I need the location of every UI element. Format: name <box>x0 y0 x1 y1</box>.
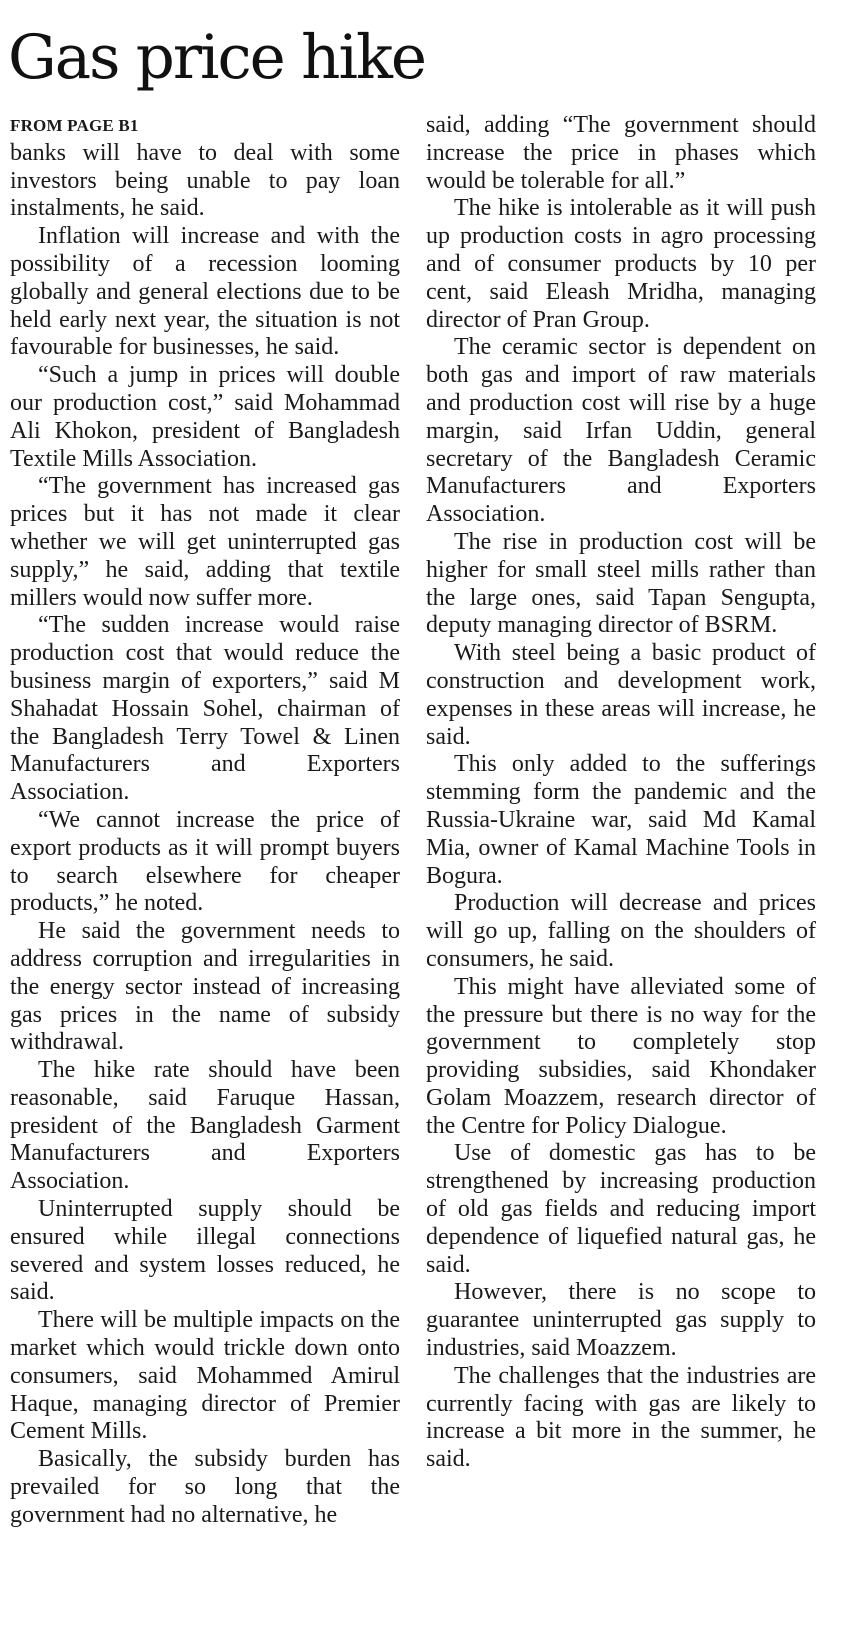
paragraph: The challenges that the industries are currently facing with gas are likely to increase a bit more in the summer, he said. <box>426 1362 816 1473</box>
paragraph: “The sudden increase would raise production cost that would reduce the business margin of exporters,” said M Shahadat Hossain Sohel, chairman of the Bangladesh Terry Towel & Linen Manufacturers and Exporters Association. <box>10 612 400 806</box>
paragraph: With steel being a basic product of construction and development work, expenses in these areas will increase, he said. <box>426 640 816 750</box>
paragraph: banks will have to deal with some investors being unable to pay loan instalments, he said. <box>10 139 400 222</box>
paragraph: The hike rate should have been reasonable, said Faruque Hassan, president of the Bangladesh Garment Manufacturers and Exporters Association. <box>10 1057 400 1195</box>
paragraph: said, adding “The government should increase the price in phases which would be tolerable for all.” <box>426 112 816 194</box>
paragraph: Production will decrease and prices will go up, falling on the shoulders of consumers, he said. <box>426 890 816 972</box>
paragraph: Basically, the subsidy burden has prevailed for so long that the government had no alternative, he <box>10 1446 400 1528</box>
paragraph: This might have alleviated some of the pressure but there is no way for the government to completely stop providing subsidies, said Khondaker Golam Moazzem, research director of the Centre for Policy Dialogue. <box>426 973 816 1139</box>
paragraph: There will be multiple impacts on the market which would trickle down onto consumers, said Mohammed Amirul Haque, managing director of Premier Cement Mills. <box>10 1307 400 1445</box>
paragraph: The rise in production cost will be higher for small steel mills rather than the large ones, said Tapan Sengupta, deputy managing director of BSRM. <box>426 528 816 639</box>
article-column-right <box>426 112 816 1474</box>
jump-label: FROM PAGE B1 <box>10 116 139 135</box>
paragraph: “We cannot increase the price of export products as it will prompt buyers to search elsewhere for cheaper products,” he noted. <box>10 806 400 917</box>
paragraph: The ceramic sector is dependent on both gas and import of raw materials and production cost will rise by a huge margin, said Irfan Uddin, general secretary of the Bangladesh Ceramic Manufacturers and Exporters Association. <box>426 334 816 528</box>
paragraph: This only added to the sufferings stemming form the pandemic and the Russia-Ukraine war, said Md Kamal Mia, owner of Kamal Machine Tools in Bogura. <box>426 751 816 889</box>
paragraph: However, there is no scope to guarantee uninterrupted gas supply to industries, said Moazzem. <box>426 1279 816 1362</box>
paragraph: Use of domestic gas has to be strengthened by increasing production of old gas fields and reducing import dependence of liquefied natural gas, he said. <box>426 1140 816 1278</box>
paragraph: He said the government needs to address corruption and irregularities in the energy sector instead of increasing gas prices in the name of subsidy withdrawal. <box>10 918 400 1056</box>
paragraph: “Such a jump in prices will double our production cost,” said Mohammad Ali Khokon, president of Bangladesh Textile Mills Association. <box>10 362 400 472</box>
paragraph: “The government has increased gas prices but it has not made it clear whether we will get uninterrupted gas supply,” he said, adding that textile millers would now suffer more. <box>10 473 400 611</box>
paragraph: Inflation will increase and with the possibility of a recession looming globally and general elections due to be held early next year, the situation is not favourable for businesses, he said. <box>10 223 400 361</box>
paragraph: The hike is intolerable as it will push up production costs in agro processing and of consumer products by 10 per cent, said Eleash Mridha, managing director of Pran Group. <box>426 195 816 333</box>
paragraph: Uninterrupted supply should be ensured while illegal connections severed and system losses reduced, he said. <box>10 1196 400 1306</box>
headline: Gas price hike <box>8 22 426 93</box>
article-column-left <box>10 112 400 1530</box>
